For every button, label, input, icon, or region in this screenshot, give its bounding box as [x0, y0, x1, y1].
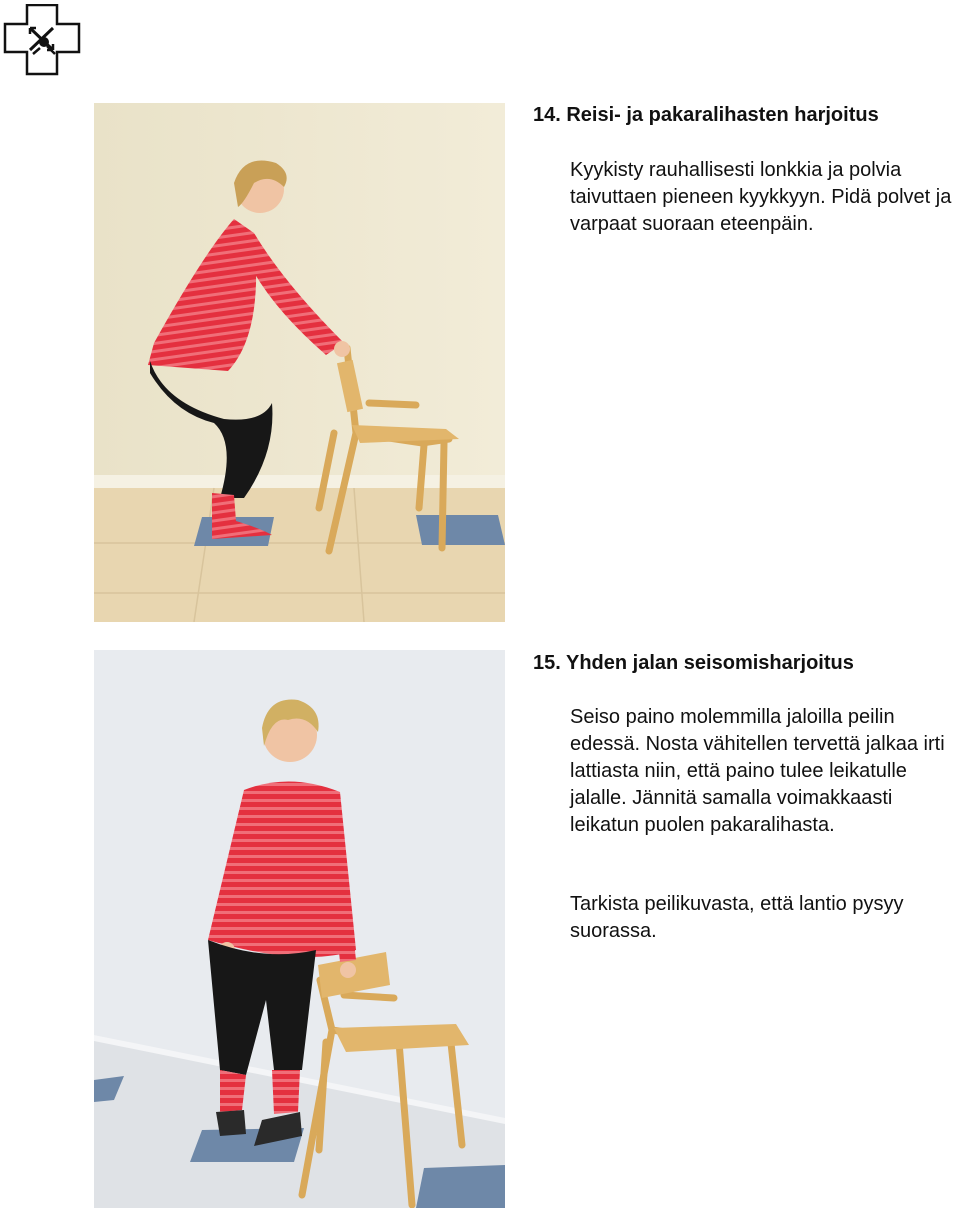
exercise-15-photo: [94, 650, 505, 1208]
exercise-15-note: Tarkista peilikuvasta, että lantio pysyy suorassa.: [570, 893, 904, 942]
exercise-14-instructions: Kyykisty rauhallisesti lonkkia ja polvia taivuttaen pieneen kyykkyyn. Pidä polvet ja varpaat suoraan eteenpäin.: [570, 159, 952, 235]
exercise-14-photo: [94, 103, 505, 622]
clinic-logo: [3, 4, 81, 76]
exercise-15-heading: 15. Yhden jalan seisomisharjoitus: [533, 652, 854, 674]
exercise-15-instructions: Seiso paino molemmilla jaloilla peilin edessä. Nosta vähitellen tervettä jalkaa irti lattiasta niin, että paino tulee leikatulle jalalle. Jännitä samalla voimakkaasti leikatun puolen pakaralihasta.: [570, 706, 945, 836]
exercise-14-heading: 14. Reisi- ja pakaralihasten harjoitus: [533, 104, 879, 126]
cross-stretch-figure-icon: [3, 4, 81, 76]
